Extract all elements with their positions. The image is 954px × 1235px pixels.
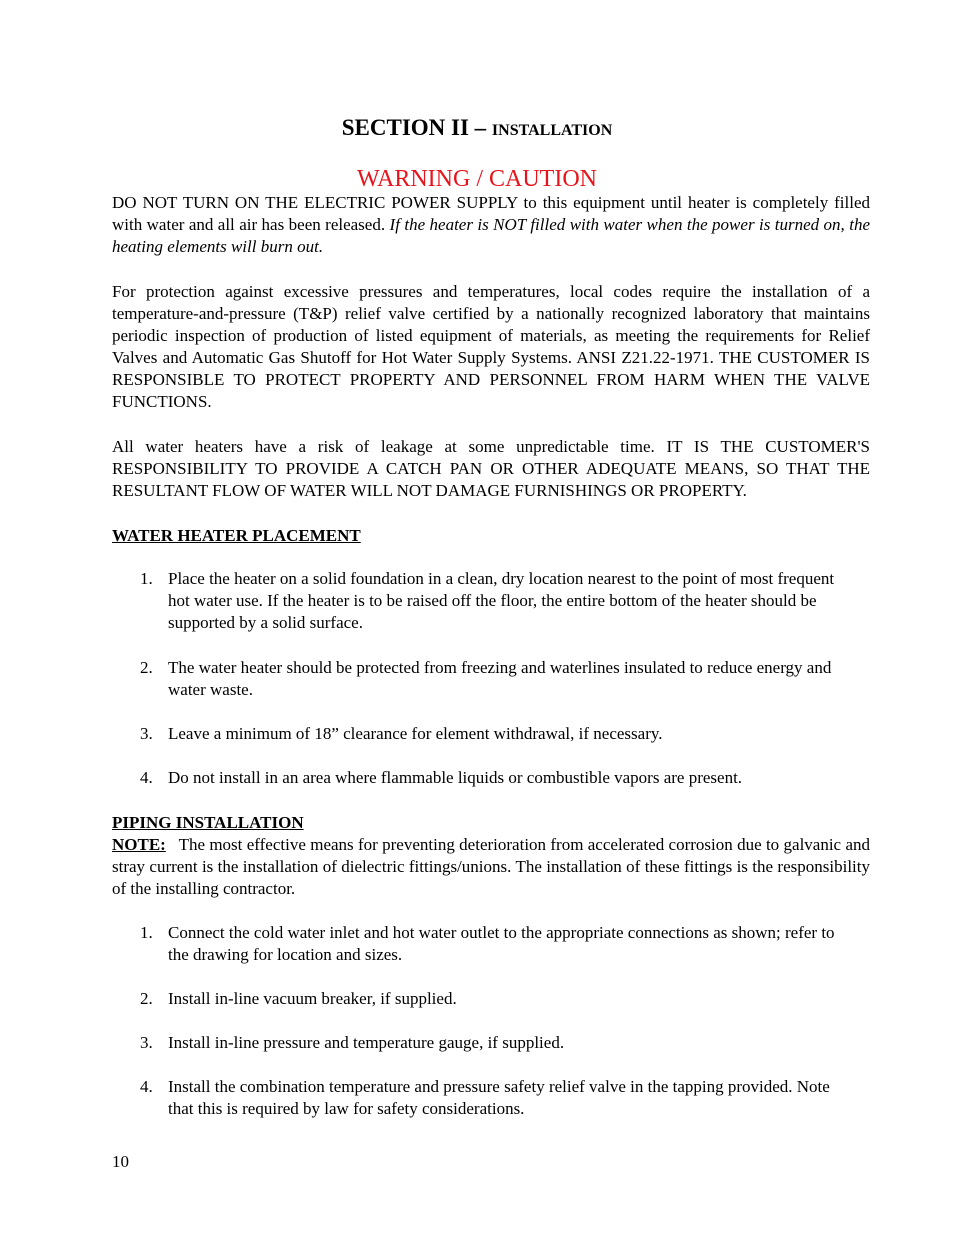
protection-paragraph: For protection against excessive pressures and temperatures, local codes require the installation of a temperature-and-pressure (T&P) relief valve certified by a nationally recognized laboratory that maintains periodic inspection of production of listed equipment of materials, as meeting the requirements for Relief Valves and Automatic Gas Shutoff for Hot Water Supply Systems. ANSI Z21.22-1971. THE CUSTOMER IS RESPONSIBLE TO PROTECT PROPERTY AND PERSONNEL FROM HARM WHEN THE VALVE FUNCTIONS. [112, 282, 870, 411]
list-text: Install in-line vacuum breaker, if supplied. [168, 989, 457, 1008]
list-text: Connect the cold water inlet and hot water outlet to the appropriate connections as shown; refer to the drawing for location and sizes. [168, 923, 835, 964]
placement-heading: WATER HEATER PLACEMENT [112, 526, 361, 545]
warning-paragraph [112, 192, 870, 258]
list-text: Install in-line pressure and temperature gauge, if supplied. [168, 1033, 565, 1052]
warning-italic-text: If the heater is NOT filled with water when the power is turned on, the heating elements will burn out. [112, 215, 870, 256]
piping-note [112, 834, 870, 900]
list-text: Do not install in an area where flammable liquids or combustible vapors are present. [168, 768, 743, 787]
list-text: Install the combination temperature and pressure safety relief valve in the tapping provided. Note that this is required by law for safety considerations. [168, 1077, 830, 1118]
list-number: 3. [140, 1033, 153, 1052]
list-number: 3. [140, 724, 153, 743]
note-text: The most effective means for preventing deterioration from accelerated corrosion due to galvanic and stray current is the installation of dielectric fittings/unions. The installation of these fittings is the responsibility of the installing contractor. [112, 835, 870, 898]
list-text: The water heater should be protected from freezing and waterlines insulated to reduce energy and water waste. [168, 658, 832, 699]
list-number: 4. [140, 768, 153, 787]
list-number: 2. [140, 658, 153, 677]
warning-text: DO NOT TURN ON THE ELECTRIC POWER SUPPLY to this equipment until heater is completely filled with water and all air has been released. [112, 193, 870, 234]
section-heading [0, 112, 954, 147]
piping-heading: PIPING INSTALLATION [112, 813, 304, 832]
leakage-paragraph: All water heaters have a risk of leakage at some unpredictable time. IT IS THE CUSTOMER'S RESPONSIBILITY TO PROVIDE A CATCH PAN OR OTHER ADEQUATE MEANS, SO THAT THE RESULTANT FLOW OF WATER WILL NOT DAMAGE FURNISHINGS OR PROPERTY. [112, 437, 870, 500]
section-subtitle: INSTALLATION [491, 122, 613, 139]
list-text: Leave a minimum of 18” clearance for element withdrawal, if necessary. [168, 724, 663, 743]
list-number: 1. [140, 923, 153, 942]
warning-title: WARNING / CAUTION [357, 166, 597, 192]
page-number: 10 [112, 1152, 129, 1171]
list-number: 4. [140, 1077, 153, 1096]
section-title: SECTION II – [341, 115, 492, 140]
note-label: NOTE: [112, 835, 166, 854]
list-number: 2. [140, 989, 153, 1008]
list-number: 1. [140, 569, 153, 588]
list-text: Place the heater on a solid foundation in a clean, dry location nearest to the point of most frequent hot water use. If the heater is to be raised off the floor, the entire bottom of the heater should be supported by a solid surface. [168, 569, 835, 632]
